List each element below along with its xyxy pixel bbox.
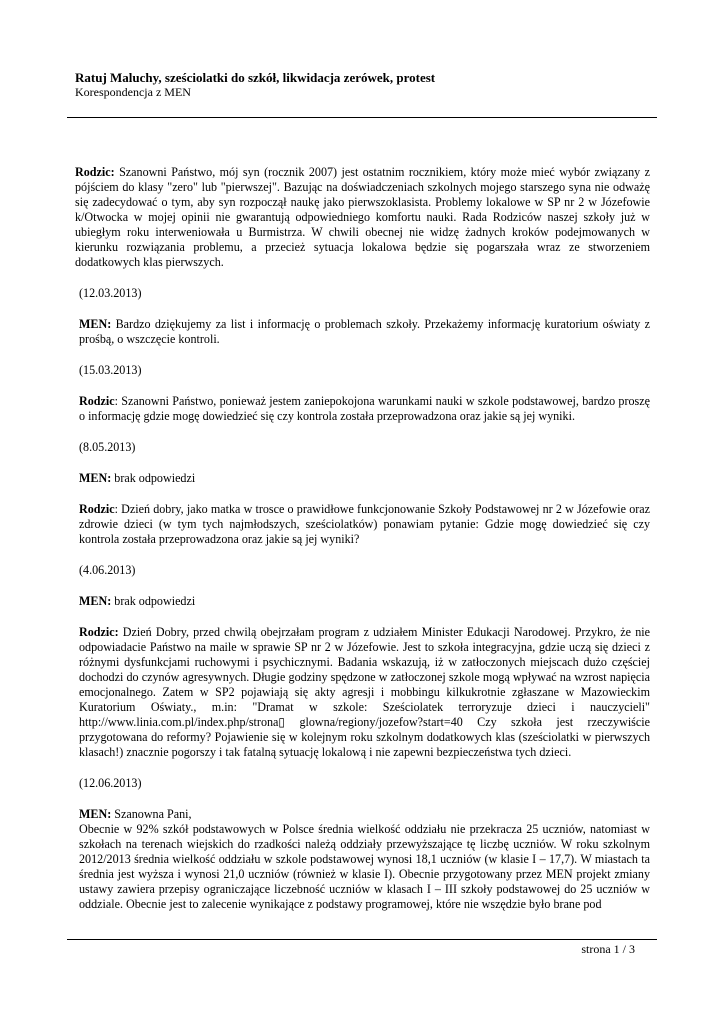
message-text: Szanowni Państwo, mój syn (rocznik 2007) jest ostatnim rocznikiem, który może mieć wybór związany z pójściem do klasy "zero" lub "pierwszej". Bazując na doświadczeniach szkolnych mojego starszego syna nie odważę się zadecydować o tym, aby syn rozpoczął naukę jako pierwszoklasista. Problemy lokalowe w SP nr 2 w Józefowie k/Otwocka w mojej opinii nie gwarantują odpowiedniego komfortu nauki. Rada Rodziców naszej szkoły już w ubiegłym roku interweniowała u Burmistrza. W chwili obecnej nie widzę żadnych kroków podejmowanych w kierunku rozwiązania problemu, a przecież sytuacja lokalowa będzie się pogarszała wraz ze stworzeniem dodatkowych klas pierwszych. <box>75 165 650 269</box>
message-parent <box>75 502 650 547</box>
page-number: strona 1 / 3 <box>581 942 635 956</box>
message-text-continued: Obecnie w 92% szkół podstawowych w Polsce średnia wielkość oddziału nie przekracza 25 uczniów, natomiast w szkołach na terenach wiejskich do rzadkości należą oddziały przewyższające tę liczbę uczniów. W roku szkolnym 2012/2013 średnia wielkość oddziału w szkole podstawowej wynosi 18,1 uczniów (w klasie I – 17,7). W miastach ta średnia jest wyższa i wynosi 21,0 uczniów (również w klasie I). Obecnie przygotowany przez MEN projekt zmiany ustawy zawiera przepisy ograniczające liczebność uczniów w klasach I – III szkoły podstawowej do 25 uczniów w oddziale. Obecnie jest to zalecenie wynikające z podstawy programowej, które nie wszędzie było brane pod <box>79 822 650 911</box>
message-text: Bardzo dziękujemy za list i informację o problemach szkoły. Przekażemy informację kuratorium oświaty z prośbą, o wszczęcie kontroli. <box>79 317 650 346</box>
message-parent <box>75 165 650 270</box>
document-subtitle: Korespondencja z MEN <box>75 85 191 99</box>
speaker-label: Rodzic <box>79 394 115 408</box>
message-text: : Szanowni Państwo, ponieważ jestem zaniepokojona warunkami nauki w szkole podstawowej, bardzo proszę o informację gdzie mogę dowiedzieć się czy kontrola została przeprowadzona oraz jakie są jej wyniki. <box>79 394 650 423</box>
speaker-label: MEN: <box>79 807 112 821</box>
message-date: (15.03.2013) <box>79 363 142 377</box>
header-divider <box>67 117 657 118</box>
message-date: (12.06.2013) <box>79 776 142 790</box>
message-text: Dzień Dobry, przed chwilą obejrzałam program z udziałem Minister Edukacji Narodowej. Przykro, że nie odpowiadacie Państwo na maile w sprawie SP nr 2 w Józefowie. Jest to szkoła integracyjna, gdzie uczą się dzieci z różnymi dysfunkcjami ruchowymi i psychicznymi. Badania wskazują, iż w zatłoczonych miejscach dużo częściej dochodzi do czynów agresywnych. Długie godziny spędzone w zatłoczonej szkole mogą wpływać na wzrost napięcia emocjonalnego. Zatem w SP2 pojawiają się akty agresji i mobbingu kilkukrotnie zgłaszane w Mazowieckim Kuratorium Oświaty., m.in: "Dramat w szkole: Sześciolatek terroryzuje dzieci i nauczycieli" http://www.linia.com.pl/index.php/strona▯ glowna/regiony/jozefow?start=40 Czy szkoła jest rzeczywiście przygotowana do reformy? Pojawienie się w kolejnym roku szkolnym dodatkowych klas (sześciolatki w pierwszych klasach!) znacznie pogorszy i tak fatalną sytuację lokalową i nie zapewni bezpieczeństwa tych dzieci. <box>79 625 650 759</box>
speaker-label: MEN: <box>79 471 112 485</box>
speaker-label: Rodzic: <box>75 165 115 179</box>
document-title: Ratuj Maluchy, sześciolatki do szkół, likwidacja zerówek, protest <box>75 70 436 85</box>
message-ministry <box>75 594 650 609</box>
message-text: : Dzień dobry, jako matka w trosce o prawidłowe funkcjonowanie Szkoły Podstawowej nr 2 w Józefowie oraz zdrowie dzieci (w tym tych najmłodszych, sześciolatków) ponawiam pytanie: Gdzie mogę dowiedzieć się czy kontrola została przeprowadzona oraz jakie są jej wyniki? <box>79 502 650 546</box>
message-text: Szanowna Pani, <box>111 807 192 821</box>
message-ministry <box>75 807 650 822</box>
message-text: brak odpowiedzi <box>111 594 196 608</box>
message-text: brak odpowiedzi <box>111 471 196 485</box>
message-ministry <box>75 471 650 486</box>
correspondence-body <box>75 165 650 912</box>
speaker-label: Rodzic: <box>79 625 119 639</box>
message-parent <box>75 394 650 424</box>
speaker-label: MEN: <box>79 594 112 608</box>
message-date: (8.05.2013) <box>79 440 136 454</box>
speaker-label: Rodzic <box>79 502 115 516</box>
message-ministry <box>75 317 650 347</box>
message-parent <box>75 625 650 760</box>
message-date: (4.06.2013) <box>79 563 136 577</box>
message-date: (12.03.2013) <box>79 286 142 300</box>
footer-divider <box>67 939 657 940</box>
speaker-label: MEN: <box>79 317 112 331</box>
